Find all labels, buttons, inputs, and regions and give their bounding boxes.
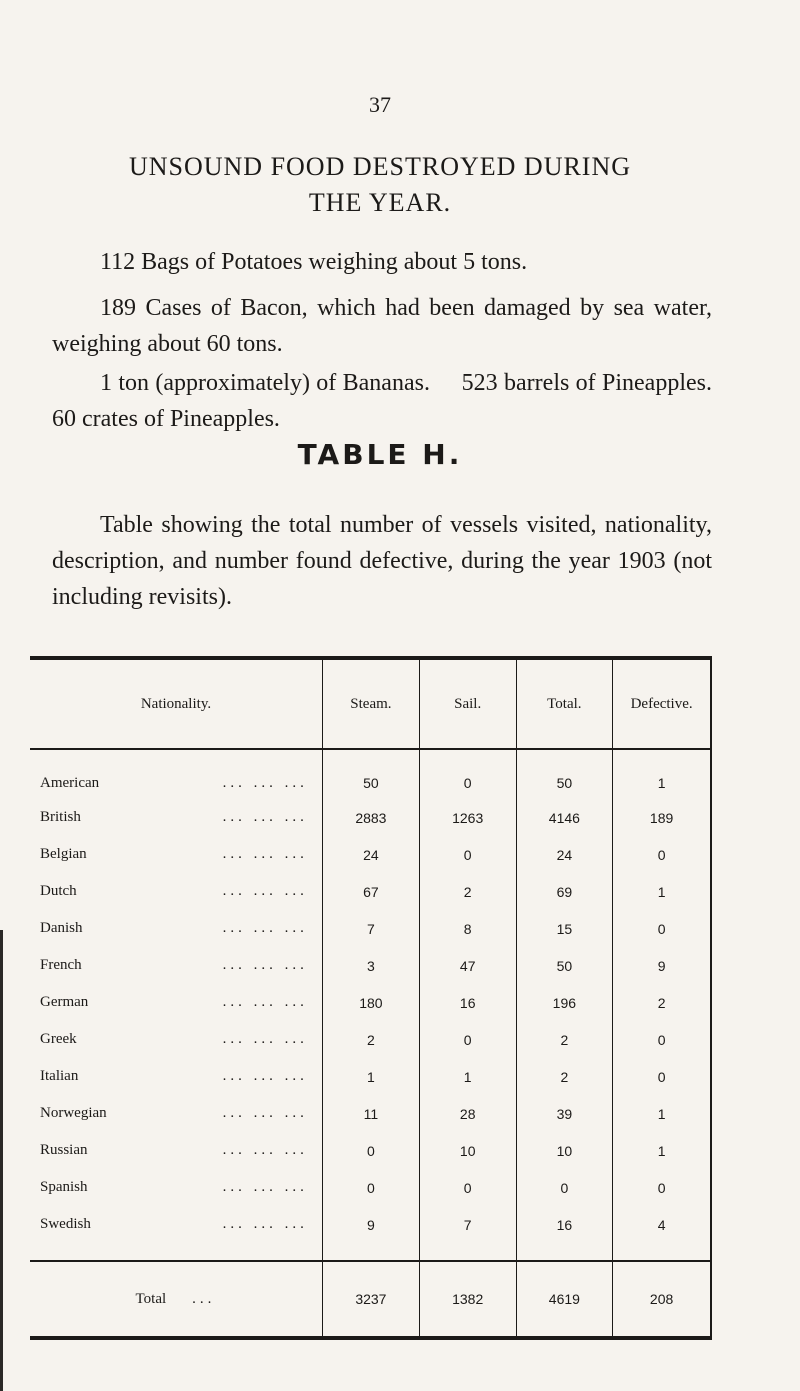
nationality-label: Dutch (40, 883, 77, 899)
header-total: Total. (516, 658, 613, 749)
leader-dots: ... ... ... (222, 1031, 308, 1047)
nationality-cell (30, 836, 322, 873)
steam-cell: 1 (322, 1058, 419, 1095)
nationality-label: German (40, 994, 89, 1010)
table-row (30, 799, 711, 836)
defective-cell: 9 (613, 947, 711, 984)
nationality-cell (30, 1132, 322, 1169)
sail-cell: 0 (419, 1169, 516, 1206)
leader-dots: ... ... ... (222, 957, 308, 973)
nationality-cell (30, 1169, 322, 1206)
sail-cell: 10 (419, 1132, 516, 1169)
total-cell: 50 (516, 947, 613, 984)
leader-dots: ... ... ... (222, 883, 308, 899)
nationality-label: British (40, 809, 81, 825)
defective-cell: 0 (613, 910, 711, 947)
sail-cell: 16 (419, 984, 516, 1021)
total-cell: 24 (516, 836, 613, 873)
defective-cell: 0 (613, 1169, 711, 1206)
nationality-label: Russian (40, 1142, 88, 1158)
nationality-cell (30, 1206, 322, 1261)
leader-dots: ... ... ... (222, 1142, 308, 1158)
table-row (30, 873, 711, 910)
total-total: 4619 (516, 1261, 613, 1338)
nationality-cell (30, 749, 322, 799)
sail-cell: 0 (419, 1021, 516, 1058)
leader-dots: ... ... ... (222, 809, 308, 825)
nationality-label: Italian (40, 1068, 79, 1084)
table-header-row (30, 658, 711, 749)
defective-cell: 4 (613, 1206, 711, 1261)
nationality-label: Belgian (40, 846, 87, 862)
total-label: Total (135, 1290, 167, 1307)
leader-dots: ... ... ... (222, 774, 308, 791)
table-description: Table showing the total number of vessels visited, nationality, description, and number found defective, during the year 1903 (not including revisits). (52, 512, 712, 610)
table-row (30, 1132, 711, 1169)
nationality-label: Greek (40, 1031, 77, 1047)
defective-cell: 189 (613, 799, 711, 836)
nationality-label: Danish (40, 920, 83, 936)
header-steam: Steam. (322, 658, 419, 749)
steam-cell: 0 (322, 1169, 419, 1206)
defective-cell: 1 (613, 1132, 711, 1169)
section-heading-line-1: UNSOUND FOOD DESTROYED DURING (128, 152, 632, 181)
paragraph-fruit: 1 ton (approximately) of Bananas. 523 barrels of Pineapples. 60 crates of Pineapples. (52, 370, 742, 432)
total-steam: 3237 (322, 1261, 419, 1338)
nationality-cell (30, 984, 322, 1021)
sail-cell: 47 (419, 947, 516, 984)
steam-cell: 24 (322, 836, 419, 873)
steam-cell: 9 (322, 1206, 419, 1261)
defective-cell: 0 (613, 836, 711, 873)
table-total-row (30, 1261, 711, 1338)
nationality-label: American (40, 774, 100, 791)
table-row (30, 1058, 711, 1095)
total-cell: 2 (516, 1058, 613, 1095)
defective-cell: 0 (613, 1021, 711, 1058)
steam-cell: 2 (322, 1021, 419, 1058)
sail-cell: 28 (419, 1095, 516, 1132)
section-heading-line-2: THE YEAR. (308, 188, 452, 217)
page-number: 37 (369, 92, 391, 117)
nationality-cell (30, 873, 322, 910)
total-cell: 10 (516, 1132, 613, 1169)
leader-dots: ... ... ... (222, 1105, 308, 1121)
table-row (30, 984, 711, 1021)
table-row (30, 1095, 711, 1132)
sail-cell: 7 (419, 1206, 516, 1261)
sail-cell: 2 (419, 873, 516, 910)
vessels-table (30, 656, 712, 1340)
steam-cell: 11 (322, 1095, 419, 1132)
sail-cell: 1 (419, 1058, 516, 1095)
table-title: TABLE H. (297, 438, 463, 471)
nationality-label: French (40, 957, 82, 973)
steam-cell: 3 (322, 947, 419, 984)
sail-cell: 1263 (419, 799, 516, 836)
total-defective: 208 (613, 1261, 711, 1338)
table-row (30, 1206, 711, 1261)
nationality-cell (30, 1095, 322, 1132)
total-cell: 15 (516, 910, 613, 947)
leader-dots: ... ... ... (222, 1216, 308, 1232)
table-body (30, 749, 711, 1261)
steam-cell: 67 (322, 873, 419, 910)
total-dots: ... (192, 1290, 216, 1307)
nationality-cell (30, 910, 322, 947)
table-row (30, 836, 711, 873)
table-row (30, 947, 711, 984)
total-cell: 39 (516, 1095, 613, 1132)
sail-cell: 8 (419, 910, 516, 947)
total-cell: 16 (516, 1206, 613, 1261)
defective-cell: 1 (613, 873, 711, 910)
nationality-cell (30, 799, 322, 836)
sail-cell: 0 (419, 836, 516, 873)
total-cell: 2 (516, 1021, 613, 1058)
steam-cell: 0 (322, 1132, 419, 1169)
total-cell: 50 (516, 749, 613, 799)
nationality-cell (30, 1058, 322, 1095)
leader-dots: ... ... ... (222, 994, 308, 1010)
leader-dots: ... ... ... (222, 1068, 308, 1084)
leader-dots: ... ... ... (222, 1179, 308, 1195)
steam-cell: 7 (322, 910, 419, 947)
nationality-label: Swedish (40, 1216, 91, 1232)
nationality-cell (30, 947, 322, 984)
total-cell: 69 (516, 873, 613, 910)
header-nationality: Nationality. (30, 658, 322, 749)
paragraph-bacon: 189 Cases of Bacon, which had been damaged by sea water, weighing about 60 tons. (52, 295, 712, 357)
header-defective: Defective. (613, 658, 711, 749)
defective-cell: 0 (613, 1058, 711, 1095)
total-cell: 0 (516, 1169, 613, 1206)
paragraph-potatoes: 112 Bags of Potatoes weighing about 5 tons. (100, 249, 528, 275)
table-row (30, 1021, 711, 1058)
defective-cell: 2 (613, 984, 711, 1021)
total-label-cell (30, 1261, 322, 1338)
defective-cell: 1 (613, 749, 711, 799)
total-cell: 4146 (516, 799, 613, 836)
table-row (30, 1169, 711, 1206)
leader-dots: ... ... ... (222, 846, 308, 862)
nationality-label: Norwegian (40, 1105, 107, 1121)
sail-cell: 0 (419, 749, 516, 799)
page-edge-shadow (0, 930, 3, 1391)
steam-cell: 50 (322, 749, 419, 799)
total-cell: 196 (516, 984, 613, 1021)
header-sail: Sail. (419, 658, 516, 749)
steam-cell: 180 (322, 984, 419, 1021)
total-sail: 1382 (419, 1261, 516, 1338)
table-row (30, 749, 711, 799)
nationality-label: Spanish (40, 1179, 88, 1195)
table-row (30, 910, 711, 947)
leader-dots: ... ... ... (222, 920, 308, 936)
steam-cell: 2883 (322, 799, 419, 836)
nationality-cell (30, 1021, 322, 1058)
defective-cell: 1 (613, 1095, 711, 1132)
